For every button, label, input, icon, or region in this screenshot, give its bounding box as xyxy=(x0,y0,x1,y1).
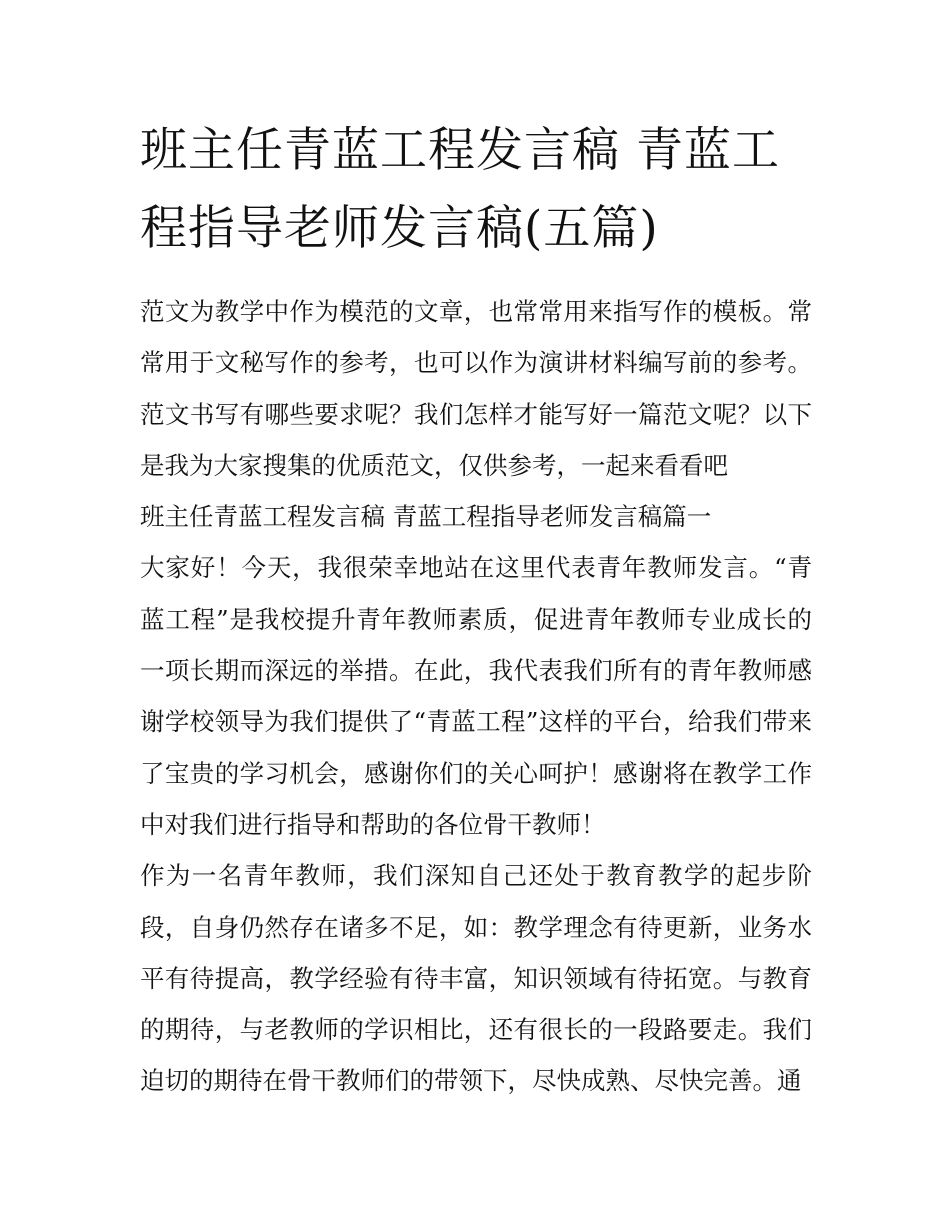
body-paragraph: 作为一名青年教师，我们深知自己还处于教育教学的起步阶段，自身仍然存在诸多不足，如：教学理念有待更新，业务水平有待提高，教学经验有待丰富，知识领域有待拓宽。与教育的期待，与老教师的学识相比，还有很长的一段路要走。我们迫切的期待在骨干教师们的带领下，尽快成熟、尽快完善。通 xyxy=(140,861,812,1096)
section-heading: 班主任青蓝工程发言稿 青蓝工程指导老师发言稿篇一 xyxy=(140,502,712,532)
document-title: 班主任青蓝工程发言稿 青蓝工程指导老师发言稿(五篇) xyxy=(140,123,780,256)
intro-paragraph: 范文为教学中作为模范的文章，也常常用来指写作的模板。常常用于文秘写作的参考，也可以作为演讲材料编写前的参考。范文书写有哪些要求呢？我们怎样才能写好一篇范文呢？以下是我为大家搜集的优质范文，仅供参考，一起来看看吧 xyxy=(140,297,812,480)
document-body xyxy=(140,286,812,1107)
document-page xyxy=(140,112,812,1107)
body-paragraph: 大家好！今天，我很荣幸地站在这里代表青年教师发言。“青蓝工程”是我校提升青年教师素质，促进青年教师专业成长的一项长期而深远的举措。在此，我代表我们所有的青年教师感谢学校领导为我们提供了“青蓝工程”这样的平台，给我们带来了宝贵的学习机会，感谢你们的关心呵护！感谢将在教学工作中对我们进行指导和帮助的各位骨干教师！ xyxy=(140,553,812,839)
